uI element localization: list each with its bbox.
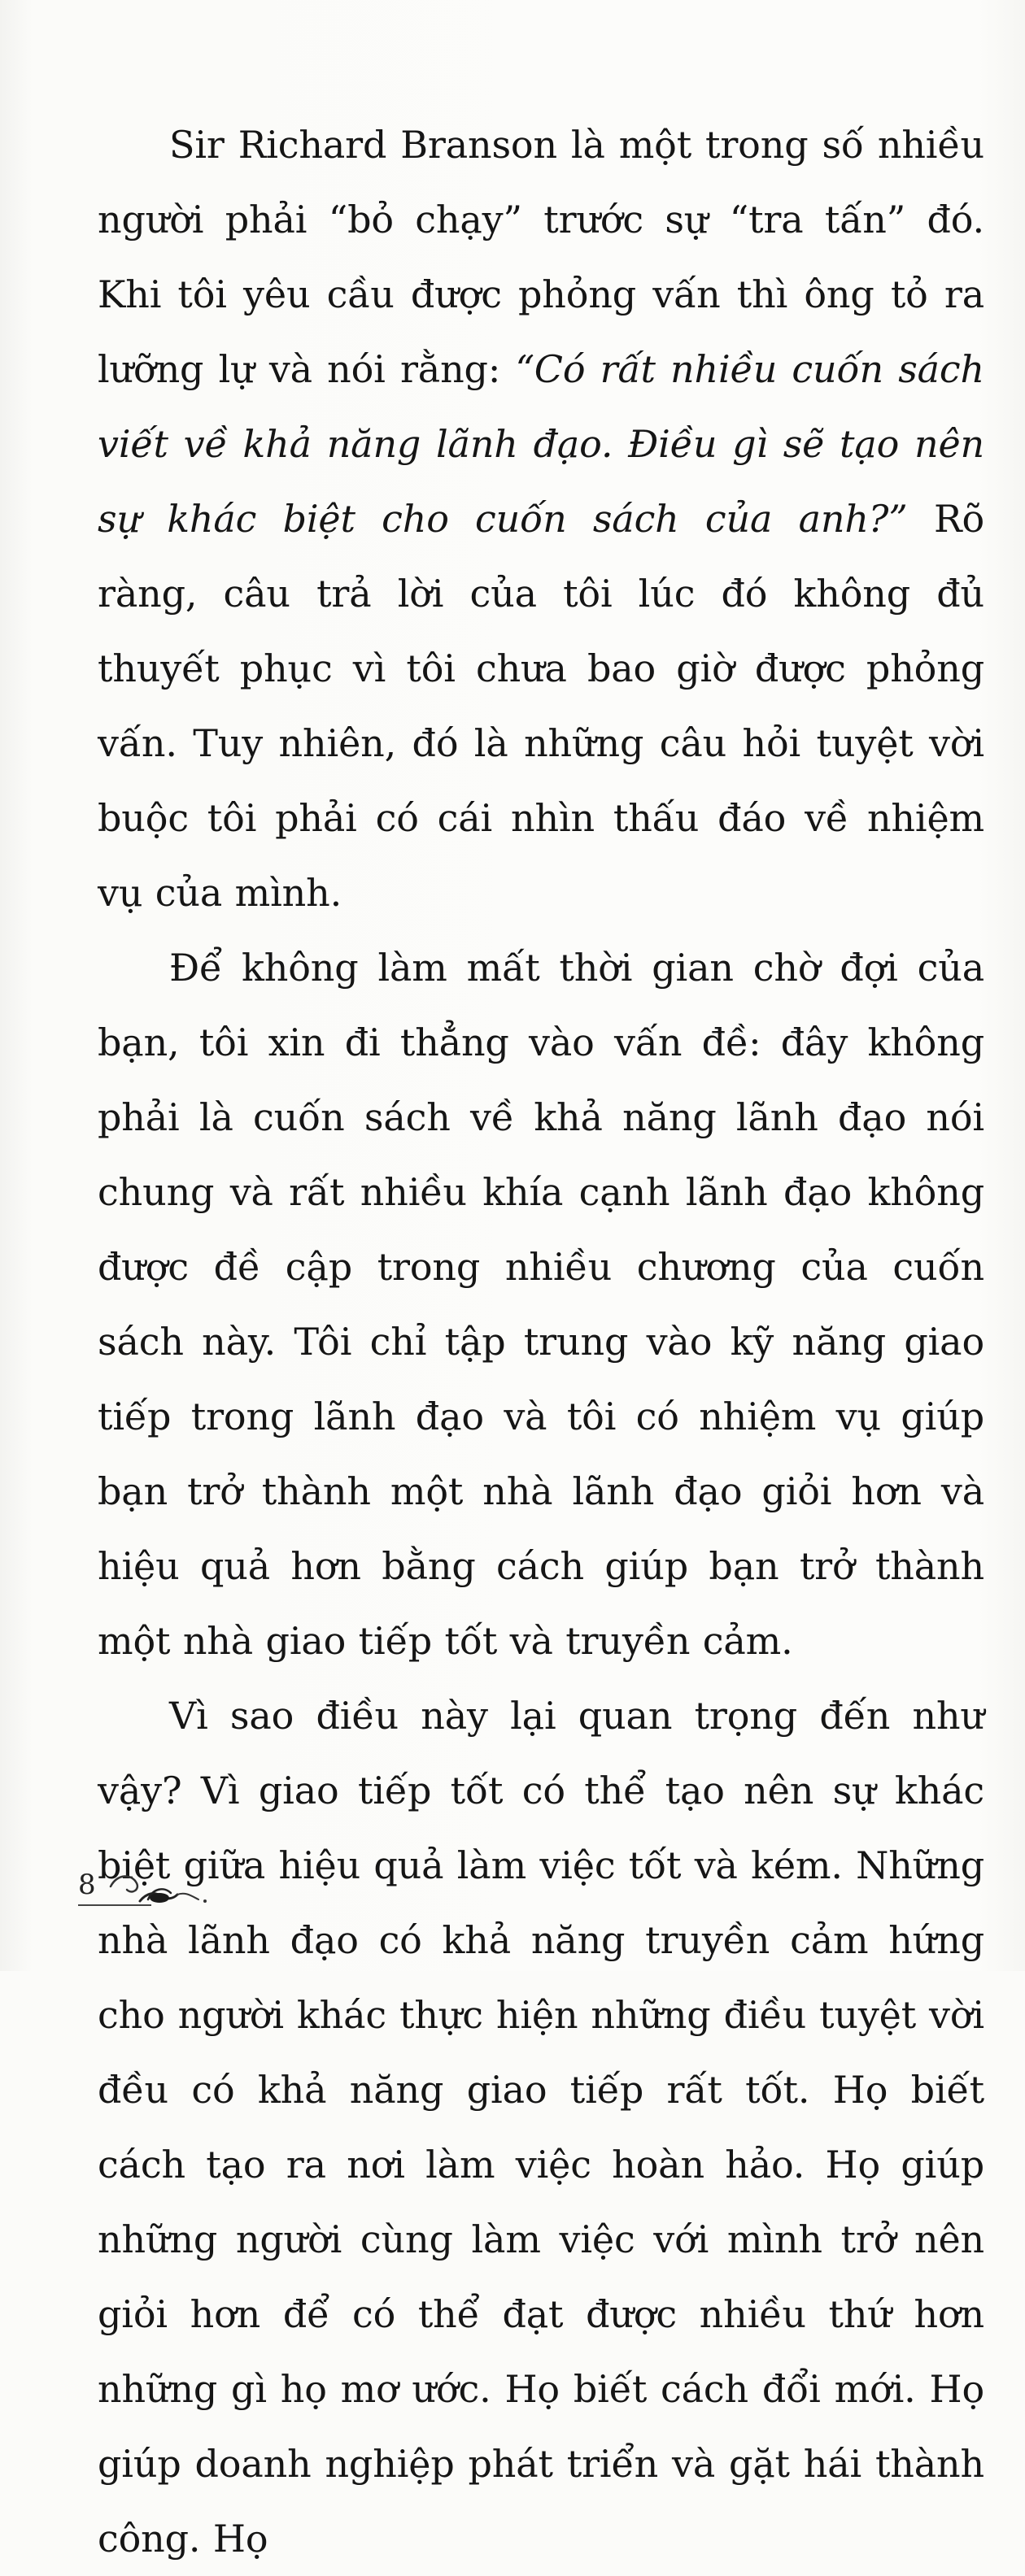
paragraph-3: [98, 1678, 984, 2576]
decorative-flourish-icon: [107, 1869, 213, 1909]
paragraph-2: [98, 930, 984, 1678]
paragraph-3-text: Vì sao điều này lại quan trọng đến như vậy? Vì giao tiếp tốt có thể tạo nên sự khác biệt giữa hiệu quả làm việc tốt và kém. Những nhà lãnh đạo có khả năng truyền cảm hứng cho người khác thực hiện những điều tuyệt vời đều có khả năng giao tiếp rất tốt. Họ biết cách tạo ra nơi làm việc hoàn hảo. Họ giúp những người cùng làm việc với mình trở nên giỏi hơn để có thể đạt được nhiều thứ hơn những gì họ mơ ước. Họ biết cách đổi mới. Họ giúp doanh nghiệp phát triển và gặt hái thành công. Họ: [98, 1694, 984, 2561]
page-footer: [78, 1865, 241, 1914]
paragraph-1: [98, 107, 984, 930]
paragraph-1-text-a: Sir Richard Branson là một trong số nhiều người phải “bỏ chạy” trước sự “tra tấn” đó. Khi tôi yêu cầu được phỏng vấn thì ông tỏ ra lưỡng lự và nói rằng:: [98, 123, 984, 391]
page-number: 8: [78, 1869, 96, 1901]
paragraph-1-text-b: Rõ ràng, câu trả lời của tôi lúc đó không đủ thuyết phục vì tôi chưa bao giờ được phỏng vấn. Tuy nhiên, đó là những câu hỏi tuyệt vời buộc tôi phải có cái nhìn thấu đáo về nhiệm vụ của mình.: [98, 497, 984, 915]
paragraph-1-quote: “Có rất nhiều cuốn sách viết về khả năng lãnh đạo. Điều gì sẽ tạo nên sự khác biệt cho cuốn sách của anh?”: [98, 347, 985, 541]
body-text: [98, 107, 984, 2576]
paragraph-2-text: Để không làm mất thời gian chờ đợi của bạn, tôi xin đi thẳng vào vấn đề: đây không phải là cuốn sách về khả năng lãnh đạo nói chung và rất nhiều khía cạnh lãnh đạo không được đề cập trong nhiều chương của cuốn sách này. Tôi chỉ tập trung vào kỹ năng giao tiếp trong lãnh đạo và tôi có nhiệm vụ giúp bạn trở thành một nhà lãnh đạo giỏi hơn và hiệu quả hơn bằng cách giúp bạn trở thành một nhà giao tiếp tốt và truyền cảm.: [98, 946, 984, 1663]
